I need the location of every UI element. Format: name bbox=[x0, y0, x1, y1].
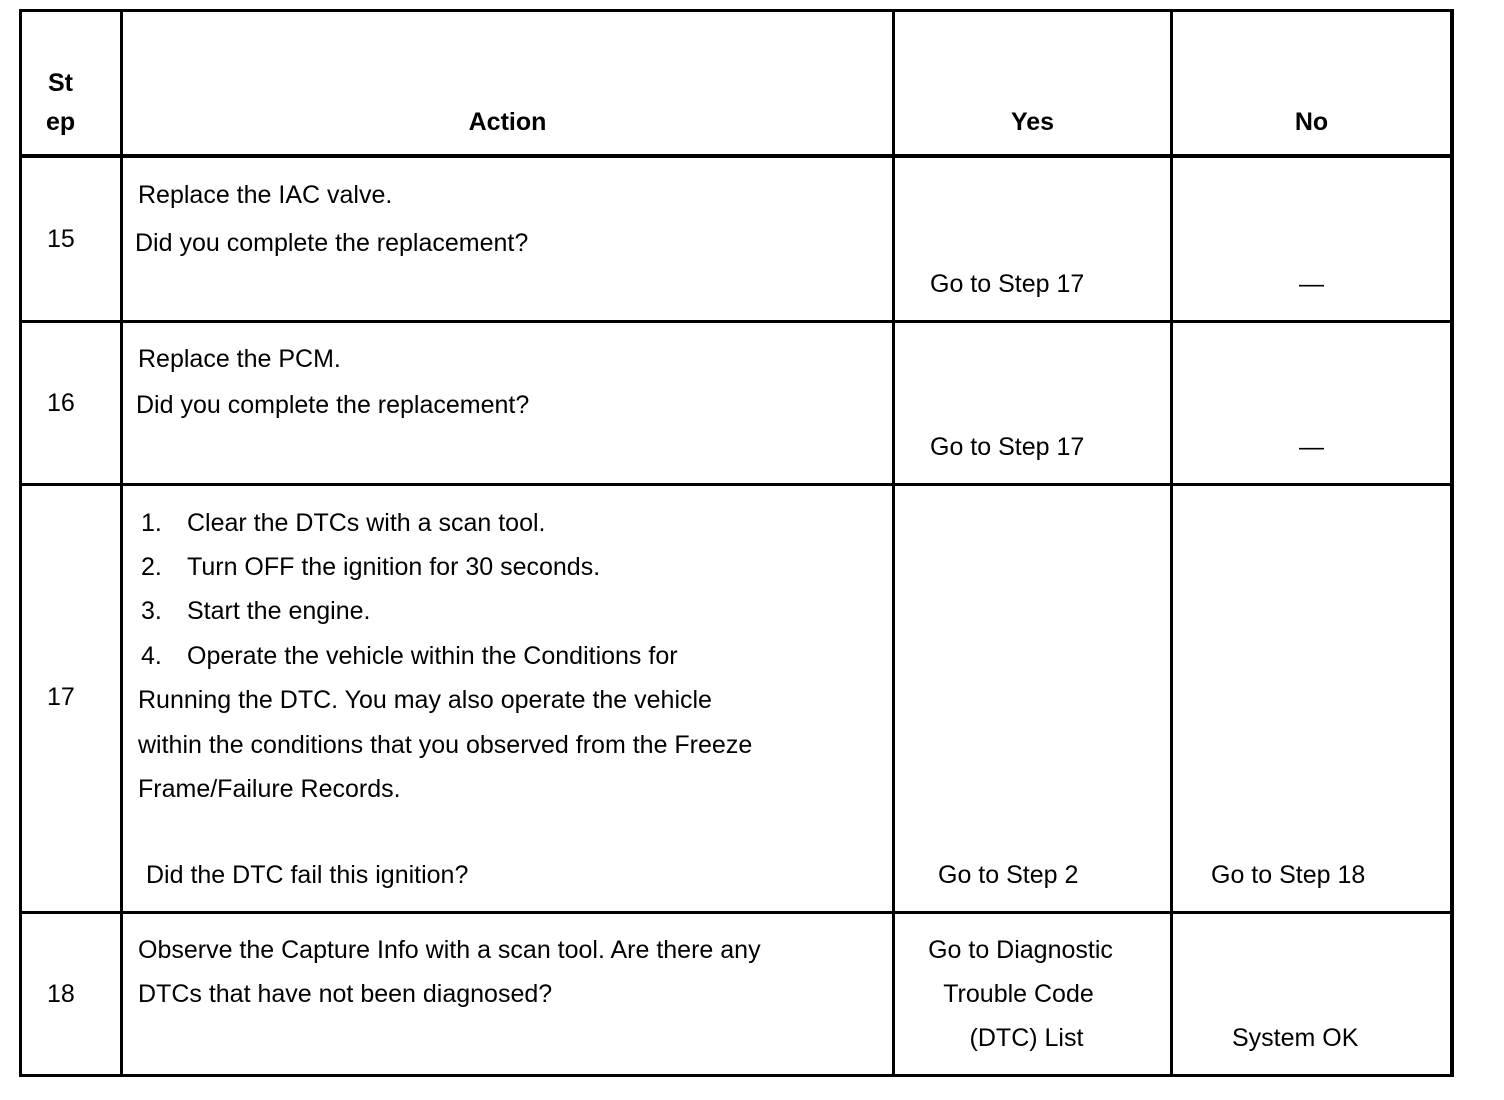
no-result: Go to Step 18 bbox=[1211, 861, 1366, 889]
step-number: 17 bbox=[47, 683, 75, 711]
action-line: DTCs that have not been diagnosed? bbox=[138, 980, 553, 1008]
step-number: 18 bbox=[47, 980, 75, 1008]
header-step-line1: St bbox=[48, 69, 73, 97]
border-top bbox=[19, 9, 1454, 12]
border-bottom bbox=[19, 1074, 1454, 1077]
col-divider-action bbox=[892, 9, 895, 1077]
action-line: Did you complete the replacement? bbox=[136, 391, 530, 419]
action-line: Did you complete the replacement? bbox=[135, 229, 529, 257]
yes-result: Go to Step 17 bbox=[930, 433, 1085, 461]
list-item: Clear the DTCs with a scan tool. bbox=[187, 509, 546, 537]
header-no: No bbox=[1294, 108, 1329, 136]
action-line: within the conditions that you observed from the Freeze bbox=[138, 731, 753, 759]
header-action: Action bbox=[468, 108, 547, 136]
yes-result: Go to Step 17 bbox=[930, 270, 1085, 298]
border-right bbox=[1450, 9, 1454, 1077]
header-step-line2: ep bbox=[46, 108, 76, 136]
action-question: Did the DTC fail this ignition? bbox=[146, 861, 469, 889]
yes-result: Go to Step 2 bbox=[938, 861, 1079, 889]
list-number: 1. bbox=[141, 509, 162, 537]
row-divider-15 bbox=[19, 320, 1454, 323]
diagnostic-table bbox=[19, 9, 1454, 1077]
row-divider-17 bbox=[19, 911, 1454, 914]
list-number: 4. bbox=[141, 642, 162, 670]
action-line: Replace the PCM. bbox=[138, 345, 341, 373]
list-item: Start the engine. bbox=[187, 597, 371, 625]
action-line: Running the DTC. You may also operate the vehicle bbox=[138, 686, 712, 714]
action-line: Observe the Capture Info with a scan tool. Are there any bbox=[138, 936, 761, 964]
list-number: 2. bbox=[141, 553, 162, 581]
list-number: 3. bbox=[141, 597, 162, 625]
row-divider-16 bbox=[19, 483, 1454, 486]
header-divider bbox=[19, 154, 1454, 158]
header-yes: Yes bbox=[1010, 108, 1055, 136]
list-item: Operate the vehicle within the Conditions for bbox=[187, 642, 678, 670]
col-divider-yes bbox=[1170, 9, 1173, 1077]
list-item: Turn OFF the ignition for 30 seconds. bbox=[187, 553, 601, 581]
border-left bbox=[19, 9, 22, 1077]
action-line: Frame/Failure Records. bbox=[138, 775, 401, 803]
yes-result-line: Trouble Code bbox=[943, 980, 1094, 1008]
col-divider-step bbox=[120, 9, 123, 1077]
no-result: System OK bbox=[1232, 1024, 1359, 1052]
step-number: 16 bbox=[47, 389, 75, 417]
step-number: 15 bbox=[47, 225, 75, 253]
action-line: Replace the IAC valve. bbox=[138, 181, 393, 209]
yes-result-line: Go to Diagnostic bbox=[928, 936, 1113, 964]
no-result: — bbox=[1299, 433, 1324, 461]
yes-result-line: (DTC) List bbox=[969, 1024, 1084, 1052]
no-result: — bbox=[1299, 270, 1324, 298]
